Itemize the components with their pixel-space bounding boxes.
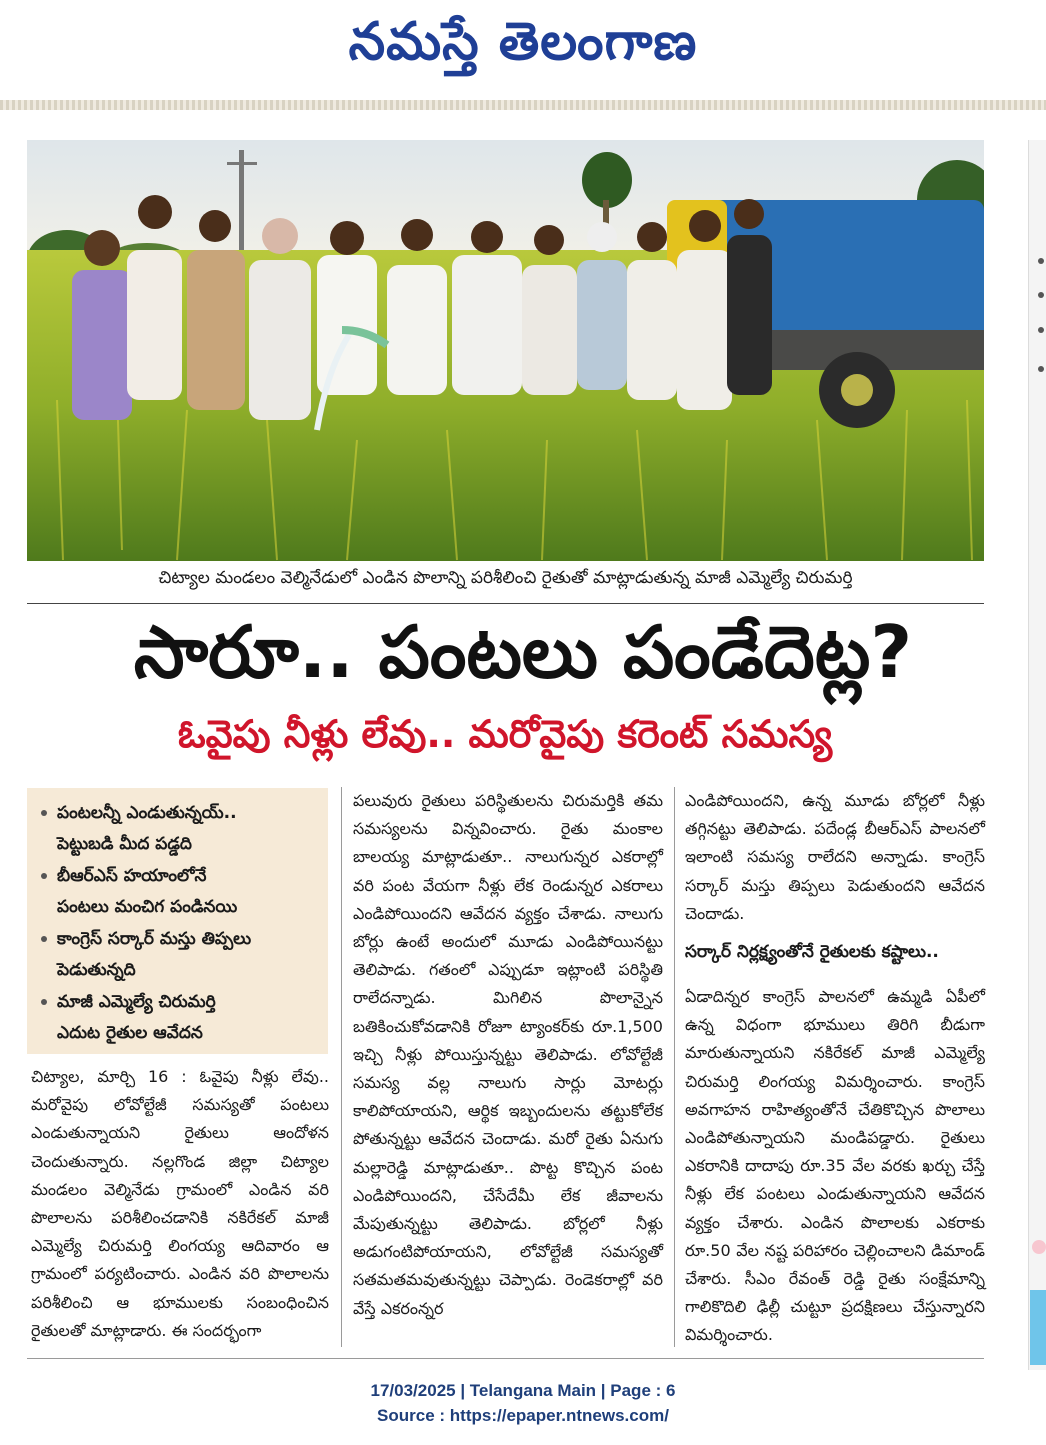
masthead bbox=[0, 0, 1046, 100]
article-paragraph: ఎండిపోయిందని, ఉన్న మూడు బోర్లలో నీళ్లు తగ్గినట్టు తెలిపాడు. పదేండ్ల బీఆర్ఎస్ పాలనలో ఇలాంటి సమస్య రాలేదని అన్నాడు. కాంగ్రెస్ సర్కార్ మస్తు తిప్పలు పెడుతుందని ఆవేదన చెందాడు. bbox=[685, 791, 985, 923]
column-divider bbox=[674, 787, 675, 1347]
subheadline: ఓవైపు నీళ్లు లేవు.. మరోవైపు కరెంట్ సమస్య bbox=[177, 712, 833, 756]
photo-caption: చిట్యాల మండలం వెల్మినేడులో ఎండిన పొలాన్ని పరిశీలించి రైతుతో మాట్లాడుతున్న మాజీ ఎమ్మెల్యే చిరుమర్తి bbox=[158, 568, 853, 588]
article-column-3 bbox=[685, 787, 985, 928]
footer-date-page: 17/03/2025 | Telangana Main | Page : 6 bbox=[370, 1381, 676, 1400]
news-photo bbox=[27, 140, 984, 561]
highlights-box bbox=[27, 788, 328, 1054]
adjacent-graphic bbox=[1030, 1290, 1046, 1365]
caption-divider bbox=[27, 603, 984, 604]
column-divider bbox=[341, 787, 342, 1347]
article-paragraph: పలువురు రైతులు పరిస్థితులను చిరుమర్తికి తమ సమస్యలను విన్నవించారు. రైతు మంకాల బాలయ్య మాట్లాడుతూ.. నాలుగున్నర ఎకరాల్లో వరి పంట వేయగా నీళ్లు లేక రెండున్నర ఎకరాలు ఎండిపోయిందని ఆవేదన వ్యక్తం చేశాడు. నాలుగు బోర్లు ఉంటే అందులో మూడు ఎండిపోయినట్టు తెలిపాడు. గతంలో ఎప్పుడూ ఇట్లాంటి పరిస్థితి రాలేదన్నాడు. మిగిలిన పొలాన్నైన బతికించుకోవడానికి రోజూ ట్యాంకర్‌కు రూ.1,500 ఇచ్చి నీళ్లు పోయిస్తున్నట్టు తెలిపాడు. లోవోల్టేజీ సమస్య వల్ల నాలుగు సార్లు మోటర్లు కాలిపోయాయని, ఆర్థిక ఇబ్బందులను తట్టుకోలేక పోతున్నట్టు ఆవేదన చెందాడు. మరో రైతు ఏనుగు మల్లారెడ్డి మాట్లాడుతూ.. పొట్ట కొచ్చిన పంట ఎండిపోయిందని, చేసేదేమీ లేక జీవాలను మేపుతున్నట్టు తెలిపాడు. బోర్లలో నీళ్లు అడుగంటిపోయాయని, లోవోల్టేజీ సమస్యతో సతమతమవుతున్నట్టు చెప్పాడు. రెండెకరాల్లో వరి వేస్తే ఎకరంన్నర bbox=[353, 791, 663, 1318]
newspaper-title: నమస్తే తెలంగాణ bbox=[348, 12, 698, 72]
article-column-1 bbox=[31, 1063, 329, 1345]
highlight-item: కాంగ్రెస్ సర్కార్ మస్తు తిప్పలు పెడుతున్నది bbox=[41, 924, 326, 986]
masthead-divider bbox=[0, 100, 1046, 110]
article-paragraph: చిట్యాల, మార్చి 16 : ఓవైపు నీళ్లు లేవు.. మరోవైపు లోవోల్టేజీ సమస్యతో పంటలు ఎండుతున్నాయని రైతులు ఆందోళన చెందుతున్నారు. నల్లగొండ జిల్లా చిట్యాల మండలం వెల్మినేడు గ్రామంలో ఎండిన వరి పొలాలను పరిశీలించడానికి నకిరేకల్ మాజీ ఎమ్మెల్యే చిరుమర్తి లింగయ్య ఆదివారం ఆ గ్రామంలో పర్యటించారు. ఎండిన వరి పొలాలను పరిశీలించి ఆ భూములకు సంబంధించిన రైతులతో మాట్లాడారు. ఈ సందర్భంగా bbox=[31, 1067, 329, 1340]
highlight-item: పంటలన్నీ ఎండుతున్నయ్.. పెట్టుబడి మీద పడ్డది bbox=[41, 798, 326, 860]
bullet-icon bbox=[1038, 366, 1044, 372]
bullet-icon bbox=[41, 810, 47, 816]
bullet-icon bbox=[1038, 258, 1044, 264]
headline: సారూ.. పంటలు పండేదెట్ల? bbox=[133, 610, 913, 694]
bullet-icon bbox=[1038, 327, 1044, 333]
bullet-icon bbox=[41, 873, 47, 879]
article-column-2 bbox=[353, 787, 663, 1323]
footer-source: Source : https://epaper.ntnews.com/ bbox=[377, 1406, 669, 1425]
highlight-item: బీఆర్ఎస్ హయాంలోనే పంటలు మంచిగ పండినయి bbox=[41, 861, 326, 923]
adjacent-graphic bbox=[1032, 1240, 1046, 1254]
article-bottom-divider bbox=[27, 1358, 984, 1359]
adjacent-article-strip bbox=[1028, 140, 1046, 1370]
bullet-icon bbox=[41, 936, 47, 942]
subsection-heading: సర్కార్ నిర్లక్ష్యంతోనే రైతులకు కష్టాలు.. bbox=[685, 942, 939, 962]
bullet-icon bbox=[41, 999, 47, 1005]
bullet-icon bbox=[1038, 292, 1044, 298]
article-column-3-continued bbox=[685, 983, 985, 1350]
highlight-item: మాజీ ఎమ్మెల్యే చిరుమర్తి ఎదుట రైతుల ఆవేదన bbox=[41, 987, 326, 1049]
article-paragraph: ఏడాదిన్నర కాంగ్రెస్ పాలనలో ఉమ్మడి ఏపీలో ఉన్న విధంగా భూములు తిరిగి బీడుగా మారుతున్నాయని నకిరేకల్ మాజీ ఎమ్మెల్యే చిరుమర్తి లింగయ్య విమర్శించారు. కాంగ్రెస్ అవగాహన రాహిత్యంతోనే చేతికొచ్చిన పొలాలు ఎండిపోతున్నాయని మండిపడ్డారు. రైతులు ఎకరానికి దాదాపు రూ.35 వేల వరకు ఖర్చు చేస్తే నీళ్లు లేక పంటలు ఎండుతున్నాయని ఆవేదన వ్యక్తం చేశారు. ఎండిన పొలాలకు ఎకరాకు రూ.50 వేల నష్ట పరిహారం చెల్లించాలని డిమాండ్ చేశారు. సీఎం రేవంత్ రెడ్డి రైతు సంక్షేమాన్ని గాలికొదిలి ఢిల్లీ చుట్టూ ప్రదక్షిణలు చేస్తున్నారని విమర్శించారు. bbox=[685, 987, 985, 1345]
